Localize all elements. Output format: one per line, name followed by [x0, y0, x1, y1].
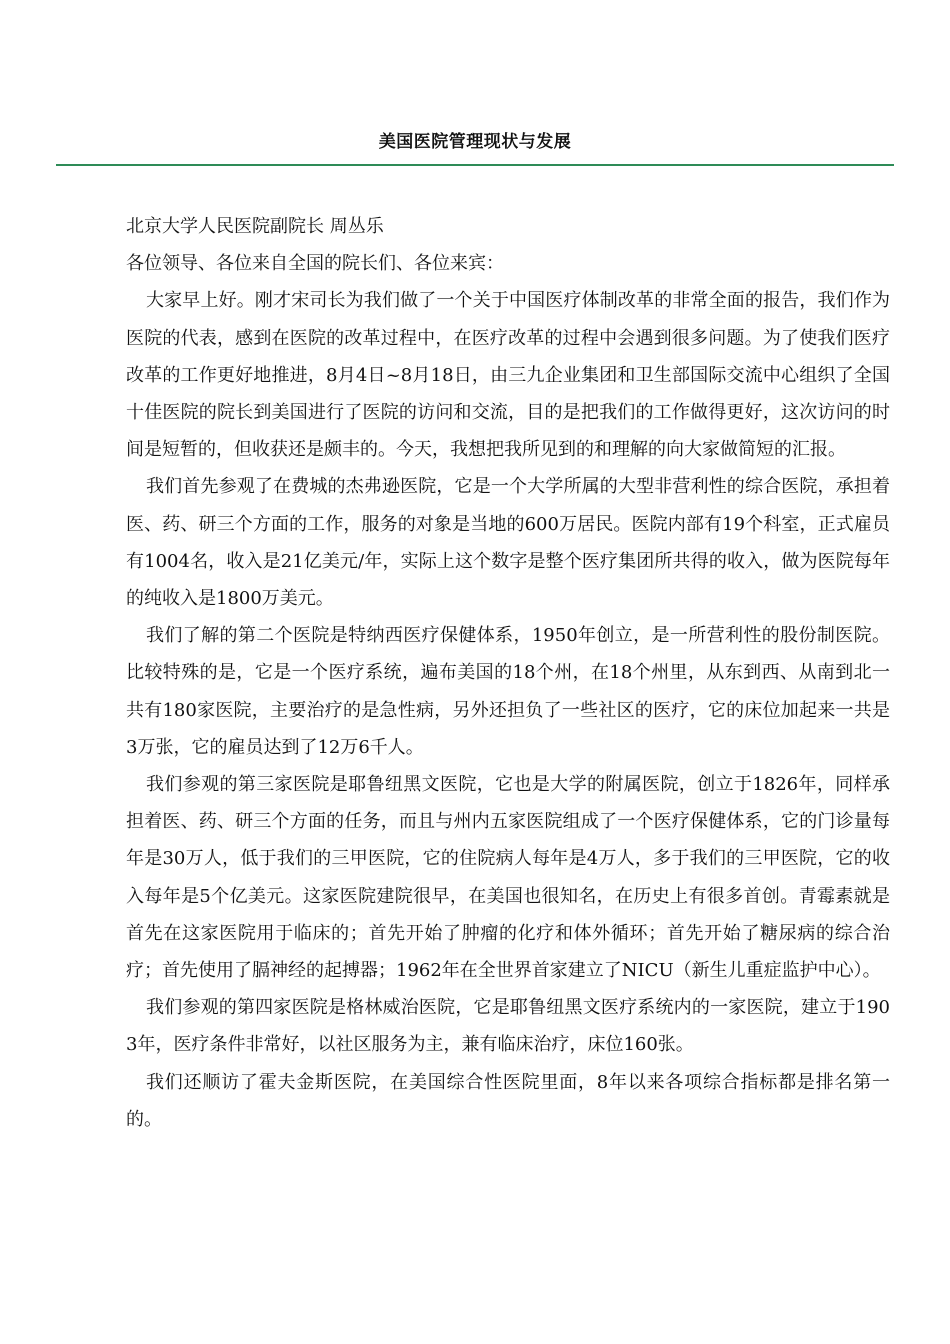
- salutation: 各位领导、各位来自全国的院长们、各位来宾：: [126, 253, 504, 275]
- title-divider: [56, 164, 894, 166]
- paragraph-hopkins-hospital: 我们还顺访了霍夫金斯医院，在美国综合性医院里面，8年以来各项综合指标都是排名第一的。: [126, 1071, 890, 1130]
- paragraph-tenet-healthcare: 我们了解的第二个医院是特纳西医疗保健体系，1950年创立，是一所营利性的股份制医院。比较特殊的是，它是一个医疗系统，遍布美国的18个州，在18个州里，从东到西、从南到北一共有180家医院，主要治疗的是急性病，另外还担负了一些社区的医疗，它的床位加起来一共是3万张，它的雇员达到了12万6千人。: [126, 625, 890, 758]
- author-line: 北京大学人民医院副院长 周丛乐: [126, 216, 384, 237]
- paragraph-intro: 大家早上好。刚才宋司长为我们做了一个关于中国医疗体制改革的非常全面的报告，我们作为医院的代表，感到在医院的改革过程中，在医疗改革的过程中会遇到很多问题。为了使我们医疗改革的工作更好地推进，8月4日~8月18日，由三九企业集团和卫生部国际交流中心组织了全国十佳医院的院长到美国进行了医院的访问和交流，目的是把我们的工作做得更好，这次访问的时间是短暂的，但收获还是颇丰的。今天，我想把我所见到的和理解的向大家做简短的汇报。: [126, 290, 890, 461]
- document-title: 美国医院管理现状与发展: [378, 132, 572, 152]
- paragraph-greenwich-hospital: 我们参观的第四家医院是格林威治医院，它是耶鲁纽黑文医疗系统内的一家医院，建立于1903年，医疗条件非常好，以社区服务为主，兼有临床治疗，床位160张。: [126, 997, 890, 1056]
- paragraph-yale-new-haven-hospital: 我们参观的第三家医院是耶鲁纽黑文医院，它也是大学的附属医院，创立于1826年，同样承担着医、药、研三个方面的任务，而且与州内五家医院组成了一个医疗保健体系，它的门诊量每年是30万人，低于我们的三甲医院，它的住院病人每年是4万人，多于我们的三甲医院，它的收入每年是5个亿美元。这家医院建院很早，在美国也很知名，在历史上有很多首创。青霉素就是首先在这家医院用于临床的；首先开始了肿瘤的化疗和体外循环；首先开始了糖尿病的综合治疗；首先使用了膈神经的起搏器；1962年在全世界首家建立了NICU（新生儿重症监护中心）。: [126, 774, 890, 982]
- document-body: [126, 208, 890, 1138]
- paragraph-jefferson-hospital: 我们首先参观了在费城的杰弗逊医院，它是一个大学所属的大型非营利性的综合医院，承担着医、药、研三个方面的工作，服务的对象是当地的600万居民。医院内部有19个科室，正式雇员有1004名，收入是21亿美元/年，实际上这个数字是整个医疗集团所共得的收入，做为医院每年的纯收入是1800万美元。: [126, 476, 890, 610]
